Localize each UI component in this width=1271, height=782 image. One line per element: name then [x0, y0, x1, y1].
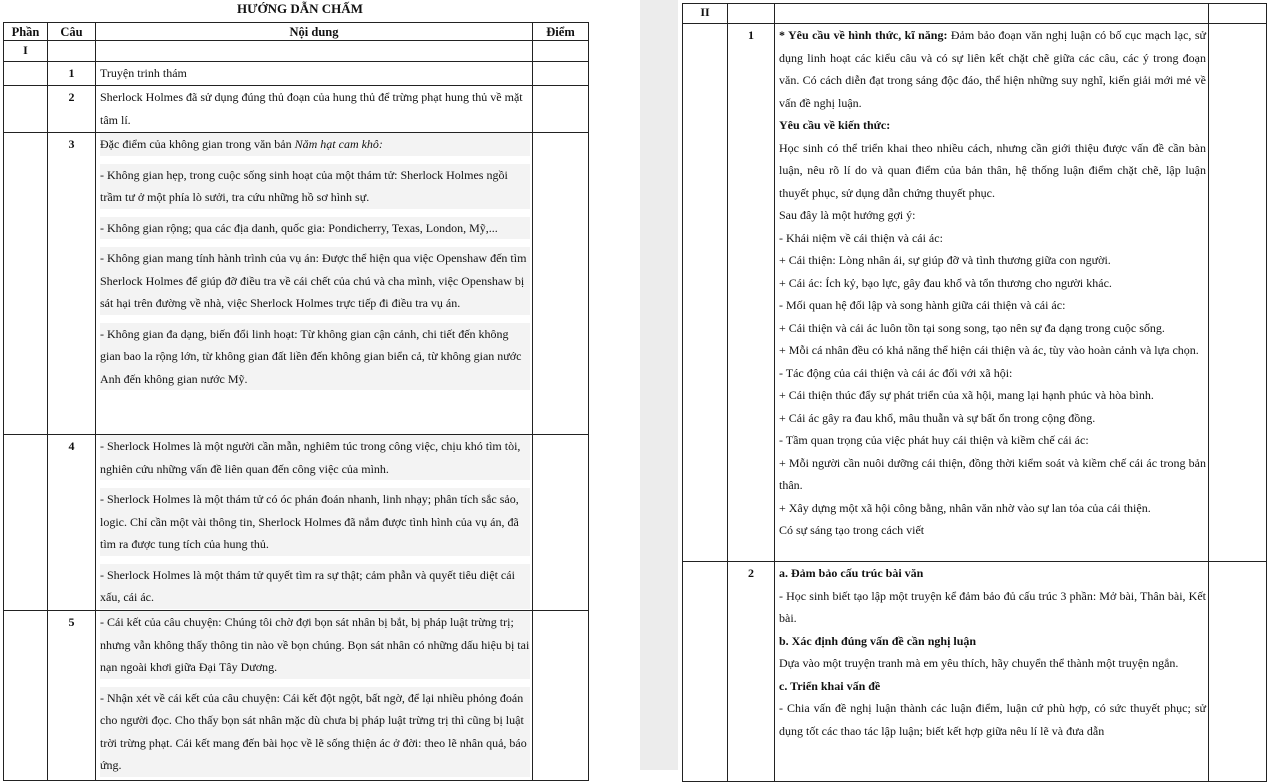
table-row: [4, 611, 589, 781]
table-row: [4, 62, 589, 86]
answer-line: + Cái thiện và cái ác luôn tồn tại song song, tạo nên sự đa dạng trong cuộc sống.: [779, 320, 1165, 335]
answer-line: Dựa vào một truyện tranh mà em yêu thích, hãy chuyển thể thành một truyện ngắn.: [779, 656, 1179, 670]
answer-paragraph: - Không gian rộng; qua các địa danh, quốc gia: Pondicherry, Texas, London, Mỹ,...: [100, 217, 530, 240]
question-number: 4: [48, 435, 96, 611]
document-title: HƯỚNG DẪN CHẤM: [237, 1, 363, 16]
table-row: [683, 562, 1267, 782]
answer-paragraph: - Nhận xét về cái kết của câu chuyện: Cái kết đột ngột, bất ngờ, để lại nhiều phỏng đoán cho người đọc. Cho thấy bọn sát nhân mặc dù chưa bị pháp luật trừng trị thì cũng bị luật trời trừng phạt. Cái kết mang đến bài học về lẽ sống thiện ác ở đời: theo lẽ nhân quả, báo ứng.: [100, 687, 530, 777]
answer-paragraph: - Sherlock Holmes là một người cần mẫn, nghiêm túc trong công việc, chịu khó tìm tòi, nghiên cứu những vấn đề liên quan đến công việc của mình.: [100, 435, 530, 480]
question-number: 2: [48, 86, 96, 133]
question-number: 1: [728, 24, 775, 562]
answer-paragraph: - Sherlock Holmes là một thám tử có óc phán đoán nhanh, linh nhạy; phân tích sắc sảo, logic. Chỉ cần một vài thông tin, Sherlock Holmes đã nắm được tình hình của vụ án, đã tìm ra được tung tích của hung thủ.: [100, 488, 530, 556]
answer-line: + Mỗi người cần nuôi dưỡng cái thiện, đồng thời kiểm soát và kiềm chế cái ác trong bản thân.: [779, 455, 1206, 492]
table-row: [4, 86, 589, 133]
answer-line: Sau đây là một hướng gợi ý:: [779, 208, 916, 222]
answer-line: + Cái ác: Ích kỷ, bạo lực, gây đau khổ và tổn thương cho người khác.: [779, 275, 1112, 290]
answer-paragraph: - Sherlock Holmes là một thám tử quyết tìm ra sự thật; cảm phẫn và quyết tiêu diệt cái xấu, cái ác.: [100, 564, 530, 609]
page-gap: [640, 0, 678, 770]
grading-table-left: [3, 22, 589, 781]
answer-intro: Đặc điểm của không gian trong văn bản Năm hạt cam khô:: [100, 133, 530, 156]
answer-line: + Cái ác gây ra đau khổ, mâu thuẫn và sự bất ổn trong cộng đồng.: [779, 410, 1096, 425]
header-question: Câu: [48, 23, 96, 41]
answer-line: Học sinh có thể triển khai theo nhiều cách, nhưng cần giới thiệu được vấn đề cần bàn luận, nêu rõ lí do và quan điểm của bản thân, hệ thống luận điểm chặt chẽ, lập luận thuyết phục, sử dụng dẫn chứng thuyết phục.: [779, 140, 1206, 200]
answer-line: + Cái thiện: Lòng nhân ái, sự giúp đỡ và tình thương giữa con người.: [779, 253, 1111, 267]
answer-line: - Mối quan hệ đối lập và song hành giữa cái thiện và cái ác:: [779, 298, 1066, 312]
answer-line: a. Đảm bảo cấu trúc bài văn: [779, 566, 924, 580]
table-row: [4, 133, 589, 435]
header-content: Nội dung: [96, 23, 533, 41]
grading-table-right: [682, 3, 1267, 782]
question-number: 3: [48, 133, 96, 435]
answer-lines: [775, 562, 1208, 742]
part-row: [683, 4, 1267, 24]
answer-paragraph: - Cái kết của câu chuyện: Chúng tôi chờ đợi bọn sát nhân bị bắt, bị pháp luật trừng trị; nhưng vẫn không thấy thông tin nào về bọn chúng. Bọn sát nhân có những dấu hiệu bị tai nạn ngoài khơi giữa Đại Tây Dương.: [100, 611, 530, 679]
table-row: [4, 435, 589, 611]
answer-line: + Mỗi cá nhân đều có khả năng thể hiện cái thiện và ác, tùy vào hoàn cảnh và lựa chọn.: [779, 343, 1199, 357]
table-row: [683, 24, 1267, 562]
answer-line: - Tác động của cái thiện và cái ác đối với xã hội:: [779, 365, 1013, 380]
answer-line: - Học sinh biết tạo lập một truyện kể đảm bảo đủ cấu trúc 3 phần: Mở bài, Thân bài, Kết bài.: [779, 588, 1206, 625]
answer-paragraph: - Không gian đa dạng, biến đổi linh hoạt: Từ không gian cận cảnh, chi tiết đến không gian bao la rộng lớn, từ không gian đất liền đến không gian biển cả, từ không gian nước Anh đến không gian nước Mỹ.: [100, 323, 530, 391]
part-label: II: [683, 4, 728, 24]
answer-paragraph: - Không gian mang tính hành trình của vụ án: Được thể hiện qua việc Openshaw đến tìm Sherlock Holmes để giúp đỡ điều tra về cái chết của chú và cha mình, việc Openshaw bị sát hại trên đường về nhà, việc Sherlock Holmes trực tiếp đi điều tra vụ án.: [100, 247, 530, 315]
answer-line: + Xây dựng một xã hội công bằng, nhân văn nhờ vào sự lan tỏa của cái thiện.: [779, 500, 1151, 515]
part-label: I: [4, 41, 48, 62]
answer-line: + Cái thiện thúc đẩy sự phát triển của xã hội, mang lại hạnh phúc và hòa bình.: [779, 388, 1154, 402]
answer-line: - Khái niệm về cái thiện và cái ác:: [779, 230, 943, 245]
header-score: Điểm: [533, 23, 589, 41]
answer-line: c. Triển khai vấn đề: [779, 678, 881, 693]
question-number: 2: [728, 562, 775, 782]
question-number: 1: [48, 62, 96, 86]
answer-text: Truyện trinh thám: [100, 66, 187, 80]
answer-line: - Chia vấn đề nghị luận thành các luận điểm, luận cứ phù hợp, có sức thuyết phục; sử dụng tốt các thao tác lập luận; biết kết hợp giữa nêu lí lẽ và đưa dẫn: [779, 701, 1206, 738]
answer-line: * Yêu cầu về hình thức, kĩ năng: Đảm bảo đoạn văn nghị luận có bố cục mạch lạc, sử dụng linh hoạt các kiểu câu và có sự liên kết chặt chẽ giữa các câu, các ý trong đoạn văn. Có cách diễn đạt trong sáng độc đáo, thể hiện những suy nghĩ, kiến giải mới mẻ về vấn đề nghị luận.: [779, 28, 1206, 110]
answer-text: Sherlock Holmes đã sử dụng đúng thủ đoạn của hung thủ để trừng phạt hung thủ về mặt tâm lí.: [100, 90, 523, 127]
part-row: [4, 41, 589, 62]
header-part: Phần: [4, 23, 48, 41]
header-row: [4, 23, 589, 41]
question-number: 5: [48, 611, 96, 781]
answer-line: b. Xác định đúng vấn đề cần nghị luận: [779, 633, 977, 648]
answer-paragraph: - Không gian hẹp, trong cuộc sống sinh hoạt của một thám tử: Sherlock Holmes ngồi trầm tư ở một phía lò sưởi, tra cứu những hồ sơ hình sự.: [100, 164, 530, 209]
answer-lines: [775, 24, 1208, 542]
answer-line: Có sự sáng tạo trong cách viết: [779, 523, 925, 537]
answer-line: - Tầm quan trọng của việc phát huy cái thiện và kiềm chế cái ác:: [779, 433, 1089, 447]
answer-line: Yêu cầu về kiến thức:: [779, 118, 891, 132]
